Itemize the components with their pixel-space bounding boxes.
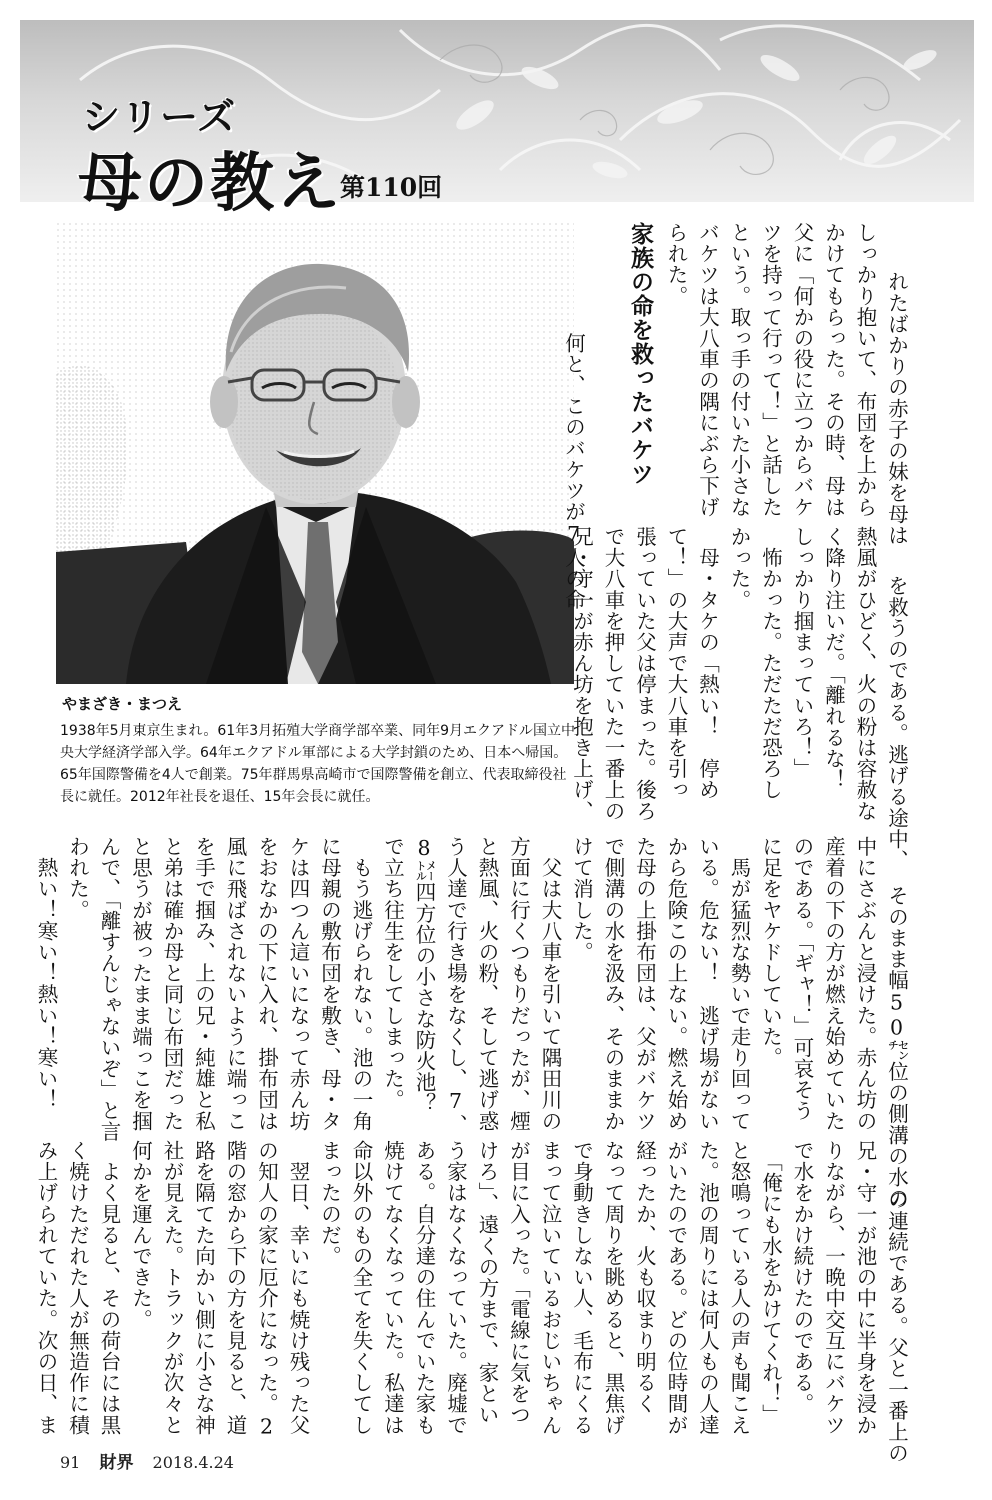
series-title: 母の教え: [78, 146, 342, 221]
article-column-3: [34, 836, 943, 1209]
issue-date: 2018.4.24: [152, 1453, 234, 1472]
issue-number: 第110回: [340, 173, 443, 202]
page-number: 91: [60, 1453, 81, 1472]
article-text-2: を救うのである。逃げる途中、 熱風がひどく、火の粉は容赦な く降り注いだ。「離れるな！ しっかり掴まっていろ！」 怖かった。ただただ恐ろし かった。 母・タケの「熱い！ 停め て！」の大声で大八車を引っ 張っていた父は停まった。後ろ で大八車を押していた一番上の 兄・守一が赤ん坊を抱き上げ、: [569, 526, 909, 871]
series-banner: [20, 20, 974, 221]
portrait-photo: [56, 222, 574, 684]
page-footer: [60, 1448, 248, 1473]
magazine-name: 財界: [99, 1453, 134, 1473]
article-text-4: の連続である。父と一番上の 兄・守一が池の中に半身を浸か りながら、一晩中交互にバケツ で水をかけ続けたのである。 「俺にも水をかけてくれ！」 と怒鳴っている人の声も聞こえ た。池の周りには何人もの人達 がいたのである。どの位時間が 経ったか、火も収まり明るく なって周りを眺めると、黒焦げ で身動きしない人、毛布にくる まって泣いているおじいちゃん が目に入った。「電線に気をつ けろ」、遠くの方まで、家とい う家はなくなっていた。廃墟で ある。自分達の住んでいた家も 焼けてなくなっていた。私達は 命以外のもの全てを失くしてし まったのだ。 翌日、幸いにも焼け残った父 の知人の家に厄介になった。2 階の窓から下の方を見ると、道 路を隔てた向かい側に小さな神 社が見えた。トラックが次々と 何かを運んできた。 よく見ると、その荷台には黒 く焼けただれた人が無造作に積 み上げられていた。次の日、ま: [34, 1140, 909, 1464]
profile-caption: [60, 693, 580, 808]
profile-bio: 1938年5月東京生まれ。61年3月拓殖大学商学部卒業、同年9月エクアドル国立中央大学経済学部入学。64年エクアドル軍部による大学封鎖のため、日本へ帰国。65年国際警備を4人で創業。75年群馬県高崎市で国際警備を創立、代表取締役社長に就任。2012年社長を退任、15年会長に就任。: [60, 723, 576, 805]
article-text-3: そのまま幅50㌢位の側溝の水の 中にさぶんと浸けた。赤ん坊の 産着の下の方が燃え始めていた のである。「ギャ！」可哀そう に足をヤケドしていた。 馬が猛烈な勢いで走り回って いる。危ない！ 逃げ場がない から危険この上ない。燃え始め た母の上掛布団は、父がバケツ で側溝の水を汲み、そのままか けて消した。 父は大八車を引いて隅田川の 方面に行くつもりだったが、煙 と熱風、火の粉、そして逃げ惑 う人達で行き場をなくし、7、 8㍍四方位の小さな防火池？ で立ち往生をしてしまった。 もう逃げられない。池の一角 に母親の敷布団を敷き、母・タ ケは四つん這いになって赤ん坊 をおなかの下に入れ、掛布団は 風に飛ばされないように端っこ を手で掴み、上の兄・純雄と私 と弟は確か母と同じ布団だった と思うが被ったまま端っこを掴 んで、「離すんじゃないぞ」と言 われた。 熱い！寒い！熱い！寒い！: [34, 836, 909, 1209]
article-column-2: [569, 526, 943, 871]
article-column-1b: [561, 262, 620, 611]
article-text-1b: 何と、このバケツが7人の命: [561, 311, 586, 611]
portrait-illustration: [56, 222, 574, 684]
article-text-1: れたばかりの赤子の妹を母は しっかり抱いて、布団を上から かけてもらった。その時、母は 父に「何かの役に立つからバケ ツを持って行って！」と話した という。取っ手の付いた小さな バケツは大八車の隅にぶら下げ られた。: [664, 222, 909, 546]
profile-name: やまざき・まつえ: [62, 695, 183, 713]
article-subheading: 家族の命を救ったバケツ: [627, 222, 653, 486]
series-label: シリーズ: [82, 95, 237, 139]
